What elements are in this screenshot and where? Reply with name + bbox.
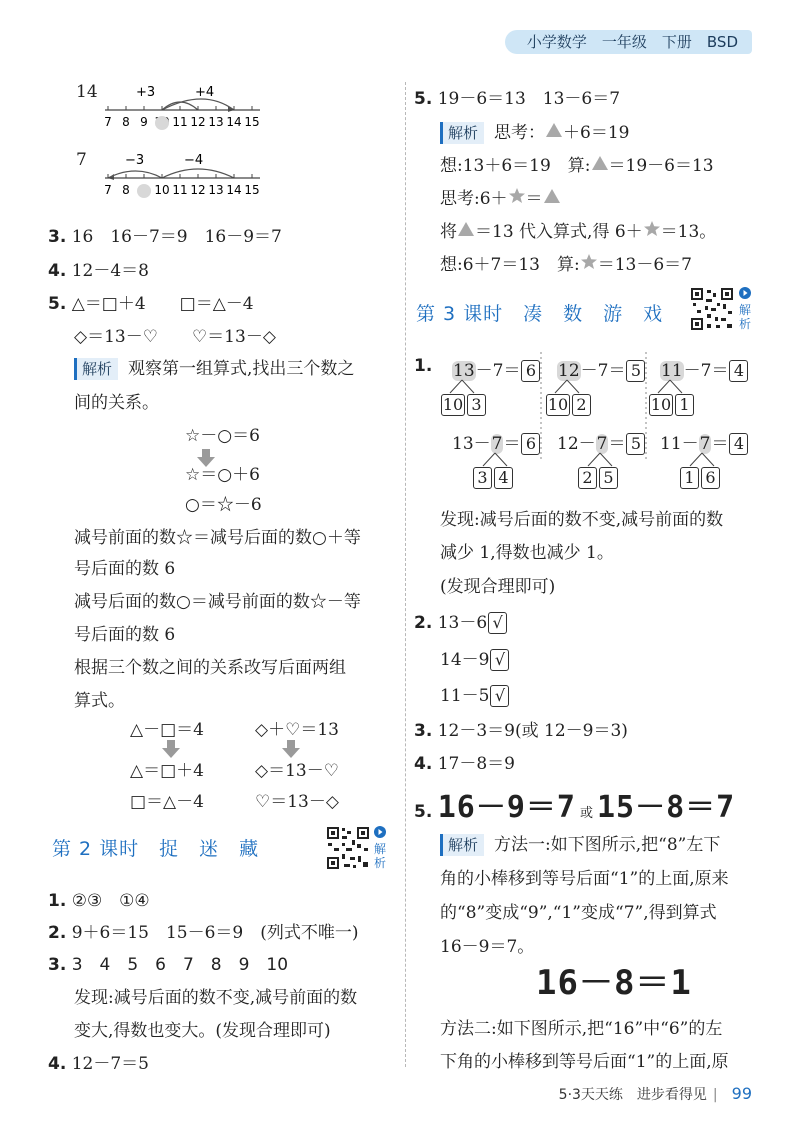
decomp-lines-bottom — [440, 451, 740, 467]
lesson2-q4: 4. 12－7＝5 — [48, 1054, 149, 1074]
lesson2-q3-find2: 变大,得数也变大。(发现合理即可) — [74, 1021, 331, 1041]
decomp-bottom-1-parts: 3 4 — [472, 467, 514, 489]
decomp-bottom-1: 13－7＝ 6 — [452, 429, 541, 455]
left-analysis-p2a: 减号前面的数☆＝减号后面的数○＋等 — [74, 528, 361, 548]
left-analysis-p2b: 号后面的数 6 — [74, 559, 176, 579]
tick-label: 7 — [104, 115, 112, 129]
tick-label: 11 — [172, 183, 188, 197]
q5-analysis-line3: 思考:6＋ ＝ — [440, 184, 561, 209]
left-analysis-p4a: 根据三个数之间的关系改写后面两组 — [74, 658, 346, 678]
numberline-2-op2: −4 — [184, 153, 204, 168]
eq-star-eq-circle-plus: ☆＝○＋6 — [185, 465, 260, 485]
left-q5-line2: ◇＝13－♡ ♡＝13－◇ — [74, 327, 276, 347]
triangle-icon — [545, 122, 563, 138]
tick-label: 14 — [226, 115, 242, 129]
lesson2-q3: 3. 3 4 5 6 7 8 9 10 — [48, 955, 289, 975]
decomp-top-1-parts: 10 3 — [440, 394, 487, 416]
tick-label: 13 — [208, 183, 224, 197]
tick-label: 14 — [226, 183, 242, 197]
tick-label: 12 — [190, 115, 206, 129]
star-icon — [508, 187, 526, 204]
triangle-icon — [591, 155, 609, 171]
lesson3-q1-num: 1. — [414, 356, 433, 376]
group-b-eq3: ♡＝13－◇ — [255, 792, 339, 812]
q5-analysis-line1: 解析 思考： ＋6＝19 — [440, 118, 629, 144]
numberline-1-op2: +4 — [195, 85, 215, 100]
checkbox-checked: √ — [488, 612, 507, 634]
lesson3-method1-c: 的“8”变成“9”,“1”变成“7”,得到算式 — [440, 903, 717, 923]
decomp-lines-top — [440, 378, 740, 394]
decomp-top-2-parts: 10 2 — [545, 394, 592, 416]
eq-star-minus-circle: ☆－○＝6 — [185, 426, 260, 446]
qr-code-icon[interactable] — [690, 287, 734, 331]
tick-label: 15 — [244, 183, 260, 197]
group-b-eq2: ◇＝13－♡ — [255, 761, 339, 781]
qr-label: 解析 — [739, 303, 752, 331]
star-icon — [580, 253, 598, 270]
group-a-eq2: △＝□＋4 — [130, 761, 204, 781]
tick-label: 7 — [104, 183, 112, 197]
footer: 5·3天天练 进步看得见 | 99 — [558, 1084, 752, 1103]
matchstick-figure: 16－8＝1 — [536, 963, 692, 1003]
left-analysis-p4b: 算式。 — [74, 691, 125, 711]
right-q5: 5. 19－6＝13 13－6＝7 — [414, 89, 621, 109]
lesson3-q2-c: 11－5 √ — [440, 681, 510, 707]
left-analysis-p1a: 解析 观察第一组算式,找出三个数之 — [74, 354, 354, 380]
group-b-eq1: ◇＋♡＝13 — [255, 720, 339, 740]
triangle-icon — [543, 188, 561, 204]
analysis-tag: 解析 — [74, 358, 118, 380]
page-number: 99 — [731, 1084, 752, 1103]
decomp-bottom-2-parts: 2 5 — [577, 467, 619, 489]
matchstick-answer-2: 15－8＝7 — [596, 790, 736, 825]
q5-analysis-line4: 将 ＝13 代入算式,得 6＋ ＝13。 — [440, 222, 717, 242]
triangle-icon — [457, 221, 475, 237]
qr-code-icon[interactable] — [326, 826, 370, 870]
tick-label: 13 — [208, 115, 224, 129]
star-icon — [643, 220, 661, 237]
tick-label: 8 — [122, 115, 130, 129]
lesson3-method1-b: 角的小棒移到等号后面“1”的上面,原来 — [440, 869, 729, 889]
lesson3-q5: 5. 16－9＝7 或 15－8＝7 — [414, 790, 736, 825]
decomp-top-1: 13－7＝ 6 — [452, 356, 541, 382]
play-icon — [739, 287, 751, 299]
left-analysis-p3a: 减号后面的数○＝减号前面的数☆－等 — [74, 592, 361, 612]
lesson3-title: 第 3 课时 凑 数 游 戏 — [416, 303, 664, 325]
lesson3-method1-d: 16－9＝7。 — [440, 937, 535, 957]
left-q4: 4. 12－4＝8 — [48, 261, 149, 281]
lesson3-find1: 发现:减号后面的数不变,减号前面的数 — [440, 510, 724, 530]
decomp-top-2: 12－7＝ 5 — [557, 356, 646, 382]
numberline-2 — [100, 150, 265, 204]
group-a-eq3: □＝△－4 — [130, 792, 204, 812]
tick-label: 8 — [122, 183, 130, 197]
lesson2-q1: 1. ②③ ①④ — [48, 891, 150, 911]
group-a-eq1: △－□＝4 — [130, 720, 204, 740]
numberline-1-lead: 14 — [76, 82, 98, 102]
left-analysis-p3b: 号后面的数 6 — [74, 625, 176, 645]
decomp-bottom-3-parts: 1 6 — [679, 467, 721, 489]
tick-label: 12 — [190, 183, 206, 197]
analysis-tag: 解析 — [440, 122, 484, 144]
left-analysis-p1b: 间的关系。 — [74, 393, 159, 413]
lesson2-q3-find1: 发现:减号后面的数不变,减号前面的数 — [74, 988, 358, 1008]
lesson3-method2-a: 方法二:如下图所示,把“16”中“6”的左 — [440, 1019, 723, 1039]
decomp-bottom-2: 12－7＝ 5 — [557, 429, 646, 455]
left-q3: 3. 16 16－7＝9 16－9＝7 — [48, 227, 282, 247]
lesson3-method2-b: 下角的小棒移到等号后面“1”的上面,原 — [440, 1052, 729, 1072]
matchstick-answer-1: 16－9＝7 — [437, 790, 576, 825]
decomp-top-3-parts: 10 1 — [648, 394, 695, 416]
checkbox-checked: √ — [490, 685, 509, 707]
lesson2-q2: 2. 9＋6＝15 15－6＝9 (列式不唯一) — [48, 923, 359, 943]
left-q5-line1: 5. △＝□＋4 □＝△－4 — [48, 294, 254, 314]
q5-analysis-line2: 想:13＋6＝19 算: ＝19－6＝13 — [440, 156, 714, 176]
tick-label: 15 — [244, 115, 260, 129]
numberline-1-op1: +3 — [136, 85, 156, 100]
lesson3-find2: 减少 1,得数也减少 1。 — [440, 543, 614, 563]
q5-analysis-line5: 想:6＋7＝13 算: ＝13－6＝7 — [440, 255, 692, 275]
checkbox-checked: √ — [490, 649, 509, 671]
numberline-1 — [100, 84, 265, 136]
numberline-2-lead: 7 — [76, 150, 87, 170]
header-badge: 小学数学 一年级 下册 BSD — [505, 30, 752, 54]
eq-circle-eq-star-minus: ○＝☆－6 — [185, 495, 262, 515]
footer-brand: 5·3天天练 进步看得见 — [558, 1087, 707, 1103]
tick-label: 9 — [140, 115, 148, 129]
lesson3-find3: (发现合理即可) — [440, 577, 556, 597]
lesson3-method1-a: 解析 方法一:如下图所示,把“8”左下 — [440, 830, 720, 856]
play-icon — [374, 826, 386, 838]
analysis-tag: 解析 — [440, 834, 484, 856]
decomp-top-3: 11－7＝ 4 — [660, 356, 749, 382]
decomp-bottom-3: 11－7＝ 4 — [660, 429, 749, 455]
tick-label: 11 — [172, 115, 188, 129]
lesson3-q4: 4. 17－8＝9 — [414, 754, 515, 774]
qr-label: 解析 — [374, 842, 387, 870]
lesson2-title: 第 2 课时 捉 迷 藏 — [52, 838, 260, 860]
lesson3-q2-b: 14－9 √ — [440, 645, 510, 671]
lesson3-q3: 3. 12－3＝9(或 12－9＝3) — [414, 721, 628, 741]
column-divider — [405, 82, 406, 1067]
tick-label: 10 — [154, 183, 170, 197]
lesson3-q2-a: 2. 13－6 √ — [414, 608, 508, 634]
numberline-2-op1: −3 — [125, 153, 145, 168]
